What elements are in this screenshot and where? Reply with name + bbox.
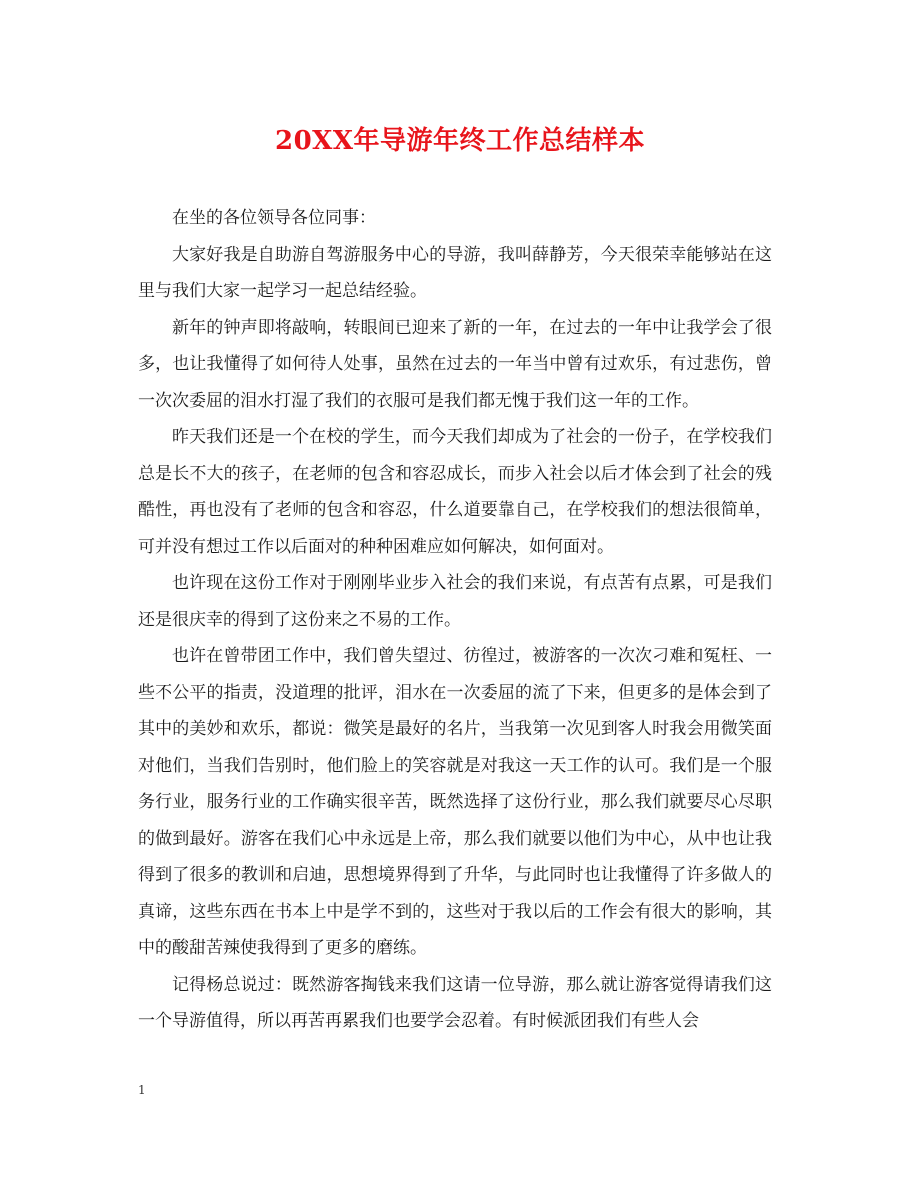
page-number: 1 xyxy=(138,1083,146,1097)
paragraph: 大家好我是自助游自驾游服务中心的导游，我叫薛静芳，今天很荣幸能够站在这里与我们大家一起学习一起总结经验。 xyxy=(138,244,772,301)
paragraph: 记得杨总说过：既然游客掏钱来我们这请一位导游，那么就让游客觉得请我们这一个导游值得，所以再苦再累我们也要学会忍着。有时候派团我们有些人会 xyxy=(138,974,772,1031)
paragraph-greeting: 在坐的各位领导各位同事： xyxy=(172,208,376,228)
paragraph: 昨天我们还是一个在校的学生，而今天我们却成为了社会的一份子，在学校我们总是长不大的孩子，在老师的包含和容忍成长，而步入社会以后才体会到了社会的残酷性，再也没有了老师的包含和容忍，什么道要靠自己，在学校我们的想法很简单，可并没有想过工作以后面对的种种困难应如何解决，如何面对。 xyxy=(138,427,772,557)
paragraph: 也许现在这份工作对于刚刚毕业步入社会的我们来说，有点苦有点累，可是我们还是很庆幸的得到了这份来之不易的工作。 xyxy=(138,573,772,630)
document-body xyxy=(138,200,772,1040)
paragraph: 也许在曾带团工作中，我们曾失望过、彷徨过，被游客的一次次刁难和冤枉、一些不公平的指责，没道理的批评，泪水在一次委屈的流了下来，但更多的是体会到了其中的美妙和欢乐，都说：微笑是最好的名片，当我第一次见到客人时我会用微笑面对他们，当我们告别时，他们脸上的笑容就是对我这一天工作的认可。我们是一个服务行业，服务行业的工作确实很辛苦，既然选择了这份行业，那么我们就要尽心尽职的做到最好。游客在我们心中永远是上帝，那么我们就要以他们为中心，从中也让我得到了很多的教训和启迪，思想境界得到了升华，与此同时也让我懂得了许多做人的真谛，这些东西在书本上中是学不到的，这些对于我以后的工作会有很大的影响，其中的酸甜苦辣使我得到了更多的磨练。 xyxy=(138,646,772,958)
paragraph: 新年的钟声即将敲响，转眼间已迎来了新的一年，在过去的一年中让我学会了很多，也让我懂得了如何待人处事，虽然在过去的一年当中曾有过欢乐，有过悲伤，曾一次次委屈的泪水打湿了我们的衣服可是我们都无愧于我们这一年的工作。 xyxy=(138,317,772,411)
document-title: 20XX年导游年终工作总结样本 xyxy=(274,126,646,156)
